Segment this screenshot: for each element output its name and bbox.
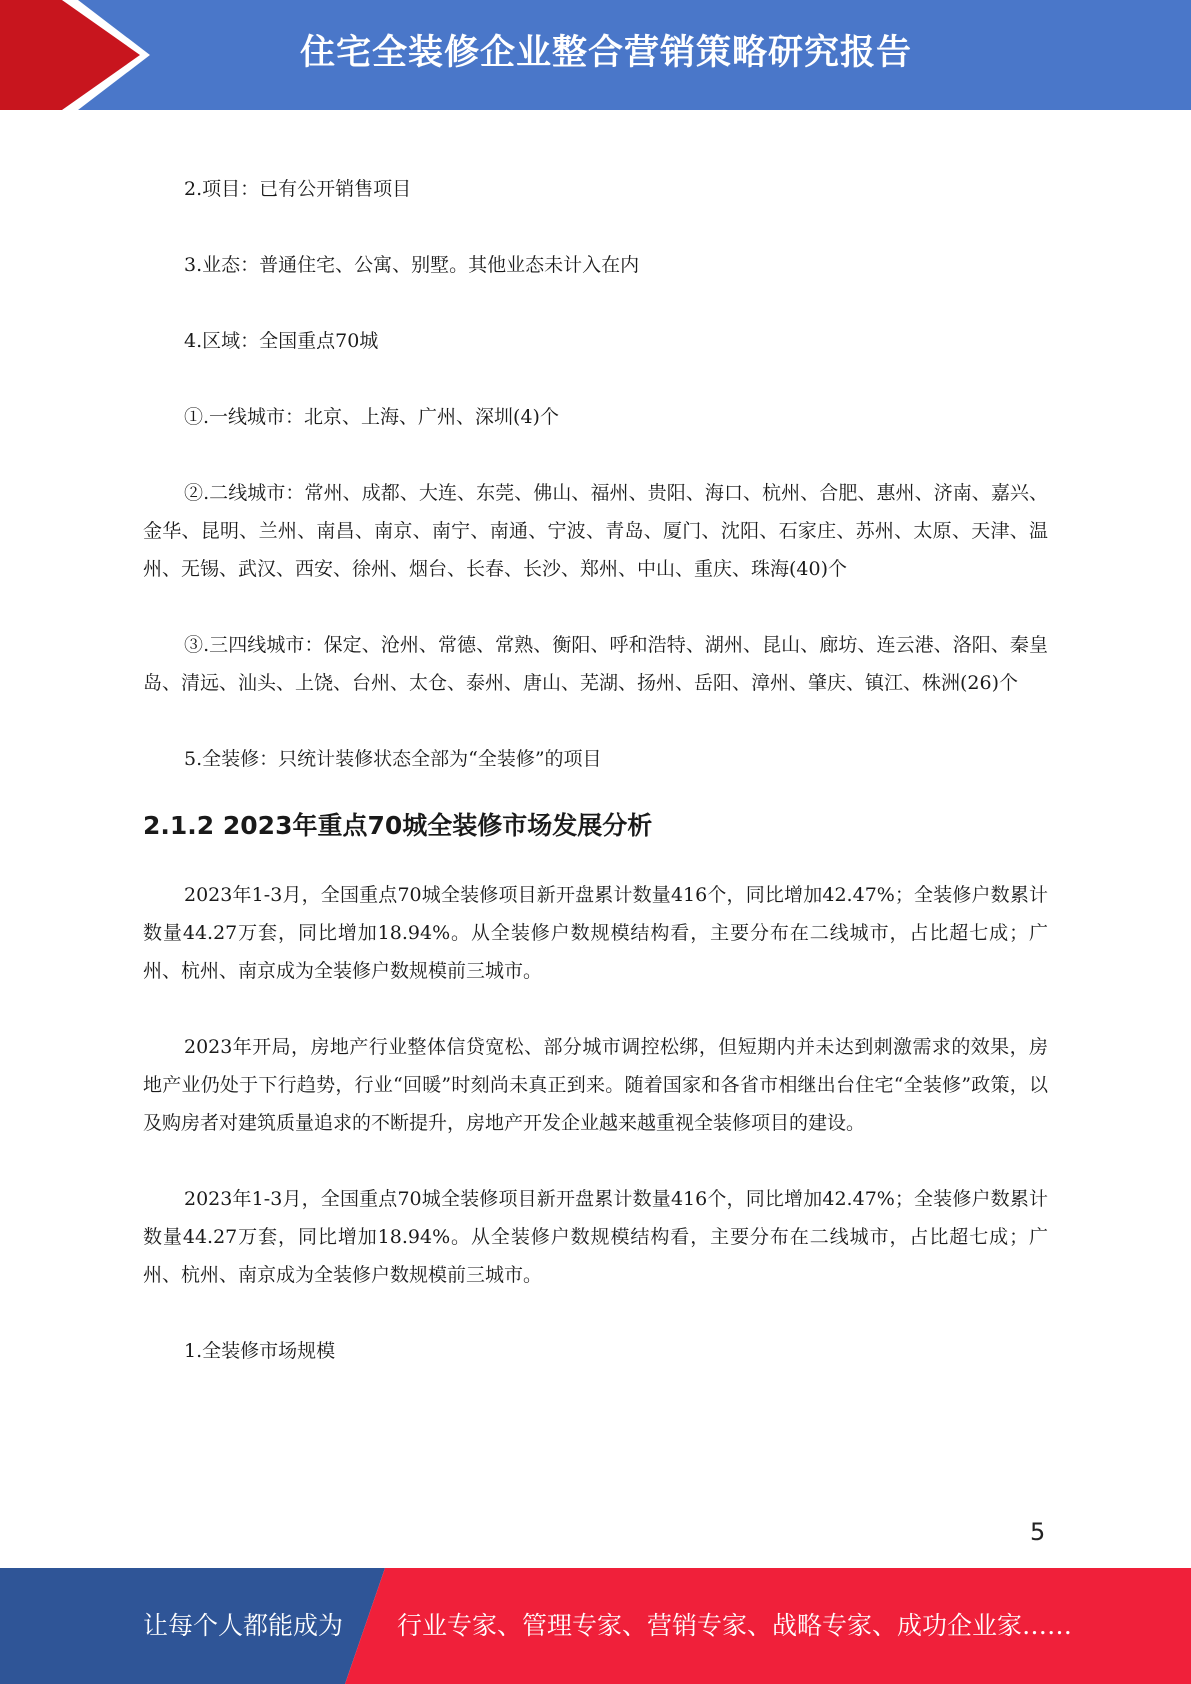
paragraph-market-summary: 2023年1-3月，全国重点70城全装修项目新开盘累计数量416个，同比增加42.47%；全装修户数累计数量44.27万套，同比增加18.94%。从全装修户数规模结构看，主要分布在二线城市，占比超七成；广州、杭州、南京成为全装修户数规模前三城市。 <box>143 884 1048 982</box>
paragraph-tier2-cities: ②.二线城市：常州、成都、大连、东莞、佛山、福州、贵阳、海口、杭州、合肥、惠州、济南、嘉兴、金华、昆明、兰州、南昌、南京、南宁、南通、宁波、青岛、厦门、沈阳、石家庄、苏州、太原、天津、温州、无锡、武汉、西安、徐州、烟台、长春、长沙、郑州、中山、重庆、珠海(40)个 <box>143 482 1048 580</box>
footer-slogan-left: 让每个人都能成为 <box>143 1611 344 1640</box>
report-title: 住宅全装修企业整合营销策略研究报告 <box>300 33 913 73</box>
document-body <box>143 170 1048 1408</box>
paragraph-full-decoration-def: 5.全装修：只统计装修状态全部为“全装修”的项目 <box>184 748 602 770</box>
paragraph-tier1-cities: ①.一线城市：北京、上海、广州、深圳(4)个 <box>184 406 559 428</box>
paragraph-project: 2.项目：已有公开销售项目 <box>184 178 412 200</box>
section-heading: 2.1.2 2023年重点70城全装修市场发展分析 <box>143 811 653 840</box>
page-header <box>0 0 1191 110</box>
paragraph-tier34-cities: ③.三四线城市：保定、沧州、常德、常熟、衡阳、呼和浩特、湖州、昆山、廊坊、连云港、洛阳、秦皇岛、清远、汕头、上饶、台州、太仓、泰州、唐山、芜湖、扬州、岳阳、漳州、肇庆、镇江、株洲(26)个 <box>143 634 1048 694</box>
page-footer <box>0 1568 1191 1684</box>
paragraph-market-context: 2023年开局，房地产行业整体信贷宽松、部分城市调控松绑，但短期内并未达到刺激需求的效果，房地产业仍处于下行趋势，行业“回暖”时刻尚未真正到来。随着国家和各省市相继出台住宅“全装修”政策，以及购房者对建筑质量追求的不断提升，房地产开发企业越来越重视全装修项目的建设。 <box>143 1036 1048 1134</box>
footer-slogan-right: 行业专家、管理专家、营销专家、战略专家、成功企业家…… <box>397 1611 1073 1640</box>
page-number: 5 <box>1030 1518 1046 1546</box>
paragraph-market-summary-repeat: 2023年1-3月，全国重点70城全装修项目新开盘累计数量416个，同比增加42.47%；全装修户数累计数量44.27万套，同比增加18.94%。从全装修户数规模结构看，主要分布在二线城市，占比超七成；广州、杭州、南京成为全装修户数规模前三城市。 <box>143 1188 1048 1286</box>
paragraph-region: 4.区域：全国重点70城 <box>184 330 379 352</box>
paragraph-market-scale: 1.全装修市场规模 <box>184 1340 336 1362</box>
paragraph-format: 3.业态：普通住宅、公寓、别墅。其他业态未计入在内 <box>184 254 640 276</box>
